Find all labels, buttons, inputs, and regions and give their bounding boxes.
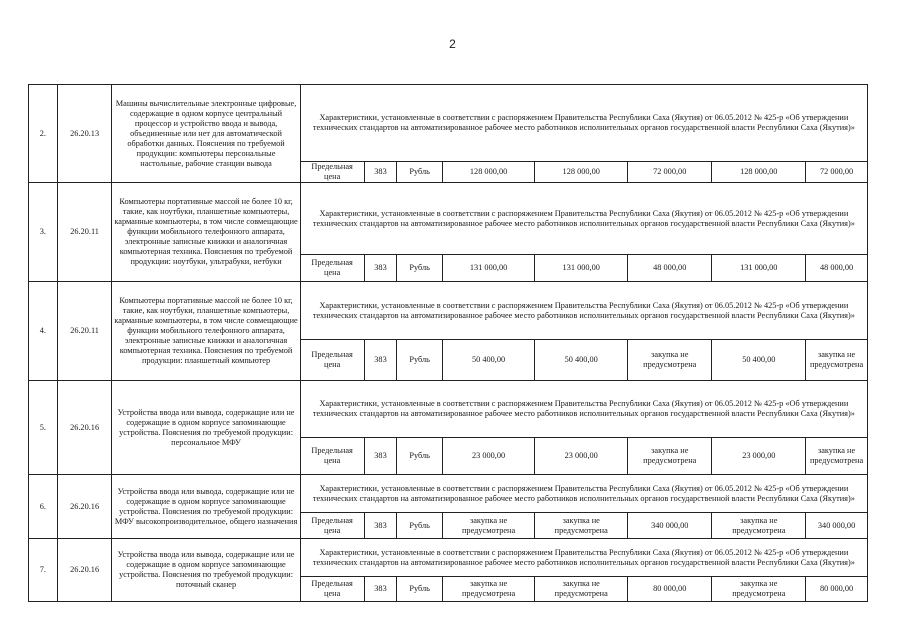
table-row xyxy=(29,539,868,577)
price-value: закупка не предусмотрена xyxy=(442,513,535,539)
product-description: Компьютеры портативные массой не более 10 кг, такие, как ноутбуки, планшетные компьютеры, карманные компьютеры, в том числе совмещающие функции мобильного телефонного аппарата, электронные записные книжки и аналогичная компьютерная техника. Пояснения по требуемой продукции: ноутбуки, ультрабуки, нетбуки xyxy=(112,183,300,282)
row-number: 5. xyxy=(29,381,58,475)
price-limit-label: Предельная цена xyxy=(300,513,364,539)
characteristics-note: Характеристики, установленные в соответствии с распоряжением Правительства Республики Саха (Якутия) от 06.05.2012 № 425-р «Об утверждении технических стандартов на автоматизированное рабочее место работников исполнительных органов государственной власти Республики Саха (Якутия)» xyxy=(300,282,867,340)
table-row xyxy=(29,282,868,340)
price-value: закупка не предусмотрена xyxy=(535,513,628,539)
price-value: 80 000,00 xyxy=(806,577,868,602)
price-value: закупка не предусмотрена xyxy=(628,438,712,475)
unit-name: Рубль xyxy=(397,577,442,602)
price-value: 50 400,00 xyxy=(712,340,806,381)
price-value: 340 000,00 xyxy=(806,513,868,539)
price-value: 72 000,00 xyxy=(628,162,712,183)
price-value: 48 000,00 xyxy=(628,255,712,282)
okpd-code: 26.20.16 xyxy=(57,475,112,539)
price-value: 340 000,00 xyxy=(628,513,712,539)
okpd-code: 26.20.16 xyxy=(57,539,112,602)
price-value: 128 000,00 xyxy=(442,162,535,183)
price-value: 128 000,00 xyxy=(535,162,628,183)
price-value: 23 000,00 xyxy=(712,438,806,475)
price-value: 128 000,00 xyxy=(712,162,806,183)
price-value: 131 000,00 xyxy=(712,255,806,282)
table-row xyxy=(29,85,868,162)
okpd-code: 26.20.11 xyxy=(57,183,112,282)
okpd-code: 26.20.11 xyxy=(57,282,112,381)
table-row xyxy=(29,381,868,438)
characteristics-note: Характеристики, установленные в соответствии с распоряжением Правительства Республики Саха (Якутия) от 06.05.2012 № 425-р «Об утверждении технических стандартов на автоматизированное рабочее место работников исполнительных органов государственной власти Республики Саха (Якутия)» xyxy=(300,539,867,577)
okei-code: 383 xyxy=(364,438,397,475)
price-value: закупка не предусмотрена xyxy=(628,340,712,381)
price-value: 50 400,00 xyxy=(442,340,535,381)
price-value: 50 400,00 xyxy=(535,340,628,381)
product-description: Компьютеры портативные массой не более 10 кг, такие, как ноутбуки, планшетные компьютеры, карманные компьютеры, в том числе совмещающие функции мобильного телефонного аппарата, электронные записные книжки и аналогичная компьютерная техника. Пояснения по требуемой продукции: планшетный компьютер xyxy=(112,282,300,381)
unit-name: Рубль xyxy=(397,162,442,183)
characteristics-note: Характеристики, установленные в соответствии с распоряжением Правительства Республики Саха (Якутия) от 06.05.2012 № 425-р «Об утверждении технических стандартов на автоматизированное рабочее место работников исполнительных органов государственной власти Республики Саха (Якутия)» xyxy=(300,85,867,162)
okei-code: 383 xyxy=(364,577,397,602)
characteristics-note: Характеристики, установленные в соответствии с распоряжением Правительства Республики Саха (Якутия) от 06.05.2012 № 425-р «Об утверждении технических стандартов на автоматизированное рабочее место работников исполнительных органов государственной власти Республики Саха (Якутия)» xyxy=(300,381,867,438)
price-limit-label: Предельная цена xyxy=(300,577,364,602)
okei-code: 383 xyxy=(364,162,397,183)
price-value: закупка не предусмотрена xyxy=(712,513,806,539)
row-number: 3. xyxy=(29,183,58,282)
price-limit-label: Предельная цена xyxy=(300,162,364,183)
okpd-code: 26.20.16 xyxy=(57,381,112,475)
price-value: закупка не предусмотрена xyxy=(806,340,868,381)
product-description: Устройства ввода или вывода, содержащие или не содержащие в одном корпусе запоминающие устройства. Пояснения по требуемой продукции: персональное МФУ xyxy=(112,381,300,475)
price-value: закупка не предусмотрена xyxy=(535,577,628,602)
price-limit-label: Предельная цена xyxy=(300,340,364,381)
row-number: 2. xyxy=(29,85,58,183)
unit-name: Рубль xyxy=(397,438,442,475)
unit-name: Рубль xyxy=(397,340,442,381)
table-row xyxy=(29,183,868,255)
characteristics-note: Характеристики, установленные в соответствии с распоряжением Правительства Республики Саха (Якутия) от 06.05.2012 № 425-р «Об утверждении технических стандартов на автоматизированное рабочее место работников исполнительных органов государственной власти Республики Саха (Якутия)» xyxy=(300,183,867,255)
price-limit-label: Предельная цена xyxy=(300,438,364,475)
characteristics-note: Характеристики, установленные в соответствии с распоряжением Правительства Республики Саха (Якутия) от 06.05.2012 № 425-р «Об утверждении технических стандартов на автоматизированное рабочее место работников исполнительных органов государственной власти Республики Саха (Якутия)» xyxy=(300,475,867,513)
okei-code: 383 xyxy=(364,255,397,282)
price-value: закупка не предусмотрена xyxy=(806,438,868,475)
price-value: 80 000,00 xyxy=(628,577,712,602)
price-value: закупка не предусмотрена xyxy=(442,577,535,602)
product-description: Машины вычислительные электронные цифровые, содержащие в одном корпусе центральный процессор и устройство ввода и вывода, объединенные или нет для автоматической обработки данных. Пояснения по требуемой продукции: компьютеры персональные настольные, рабочие станции вывода xyxy=(112,85,300,183)
unit-name: Рубль xyxy=(397,513,442,539)
price-value: 48 000,00 xyxy=(806,255,868,282)
product-description: Устройства ввода или вывода, содержащие или не содержащие в одном корпусе запоминающие устройства. Пояснения по требуемой продукции: поточный сканер xyxy=(112,539,300,602)
table-row xyxy=(29,475,868,513)
price-value: закупка не предусмотрена xyxy=(712,577,806,602)
price-value: 23 000,00 xyxy=(535,438,628,475)
unit-name: Рубль xyxy=(397,255,442,282)
price-value: 131 000,00 xyxy=(535,255,628,282)
row-number: 4. xyxy=(29,282,58,381)
row-number: 7. xyxy=(29,539,58,602)
product-spec-table xyxy=(28,84,868,602)
price-value: 23 000,00 xyxy=(442,438,535,475)
okei-code: 383 xyxy=(364,513,397,539)
page-number: 2 xyxy=(449,37,456,51)
price-value: 131 000,00 xyxy=(442,255,535,282)
price-value: 72 000,00 xyxy=(806,162,868,183)
okpd-code: 26.20.13 xyxy=(57,85,112,183)
product-description: Устройства ввода или вывода, содержащие или не содержащие в одном корпусе запоминающие устройства. Пояснения по требуемой продукции: МФУ высокопроизводительное, общего назначения xyxy=(112,475,300,539)
row-number: 6. xyxy=(29,475,58,539)
price-limit-label: Предельная цена xyxy=(300,255,364,282)
okei-code: 383 xyxy=(364,340,397,381)
